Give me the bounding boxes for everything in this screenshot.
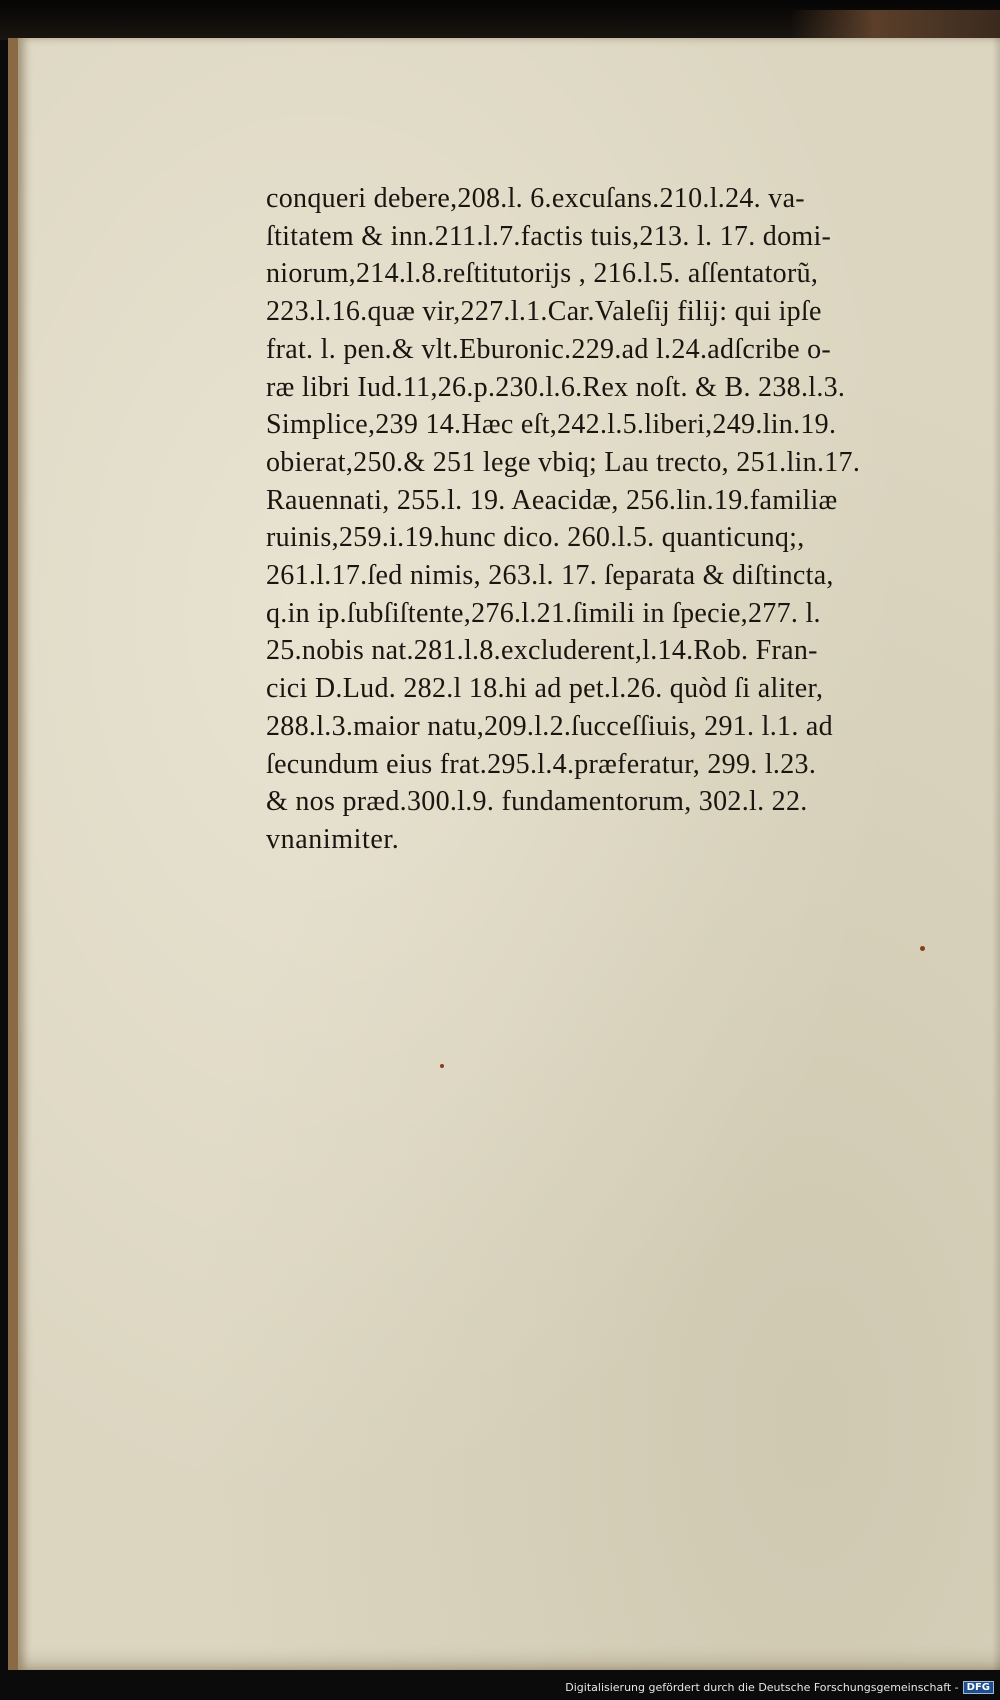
text-line: & nos præd.300.l.9. fundamentorum, 302.l. 22. [266,786,808,818]
text-line: conqueri debere,208.l. 6.excuſans.210.l.24. va- [266,183,805,214]
book-page [8,38,1000,1670]
text-line: 223.l.16.quæ vir,227.l.1.Car.Valeſij filij: qui ipſe [266,296,822,328]
paper-speck [440,1064,444,1068]
dfg-logo: DFG [963,1681,994,1694]
book-edge [790,10,1000,40]
text-line: Simplice,239 14.Hæc eſt,242.l.5.liberi,249.lin.19. [266,409,837,441]
text-line: 261.l.17.ſed nimis, 263.l. 17. ſeparata & diſtincta, [266,560,834,592]
text-line: ſtitatem & inn.211.l.7.factis tuis,213. l. 17. domi- [266,220,832,252]
credit-text: Digitalisierung gefördert durch die Deutsche Forschungsgemeinschaft - [565,1681,959,1694]
text-line: Rauennati, 255.l. 19. Aeacidæ, 256.lin.19.familiæ [266,484,838,516]
text-line: cici D.Lud. 282.l 18.hi ad pet.l.26. quòd ſi aliter, [266,673,824,705]
index-text-block [266,180,938,859]
digitization-credit [565,1681,994,1694]
text-line: frat. l. pen.& vlt.Eburonic.229.ad l.24.adſcribe o- [266,333,832,365]
text-line: ſecundum eius frat.295.l.4.præferatur, 299. l.23. [266,748,817,780]
text-line: obierat,250.& 251 lege vbiq; Lau trecto, 251.lin.17. [266,446,861,478]
scan-top-border [0,0,1000,40]
text-line: 25.nobis nat.281.l.8.excluderent,l.14.Rob. Fran- [266,635,818,667]
scan-bottom-border [0,1670,1000,1700]
text-line: ruinis,259.i.19.hunc dico. 260.l.5. quanticunq;, [266,522,805,554]
text-line: vnanimiter. [266,823,400,855]
text-line: 288.l.3.maior natu,209.l.2.ſucceſſiuis, 291. l.1. ad [266,710,833,742]
text-line: ræ libri Iud.11,26.p.230.l.6.Rex noſt. & B. 238.l.3. [266,371,846,403]
paper-speck [920,946,925,951]
page-gutter-shadow [992,38,1000,1670]
text-line: niorum,214.l.8.reſtitutorijs , 216.l.5. aſſentatorũ, [266,258,819,290]
text-line: q.in ip.ſubſiſtente,276.l.21.ſimili in ſpecie,277. l. [266,597,821,629]
